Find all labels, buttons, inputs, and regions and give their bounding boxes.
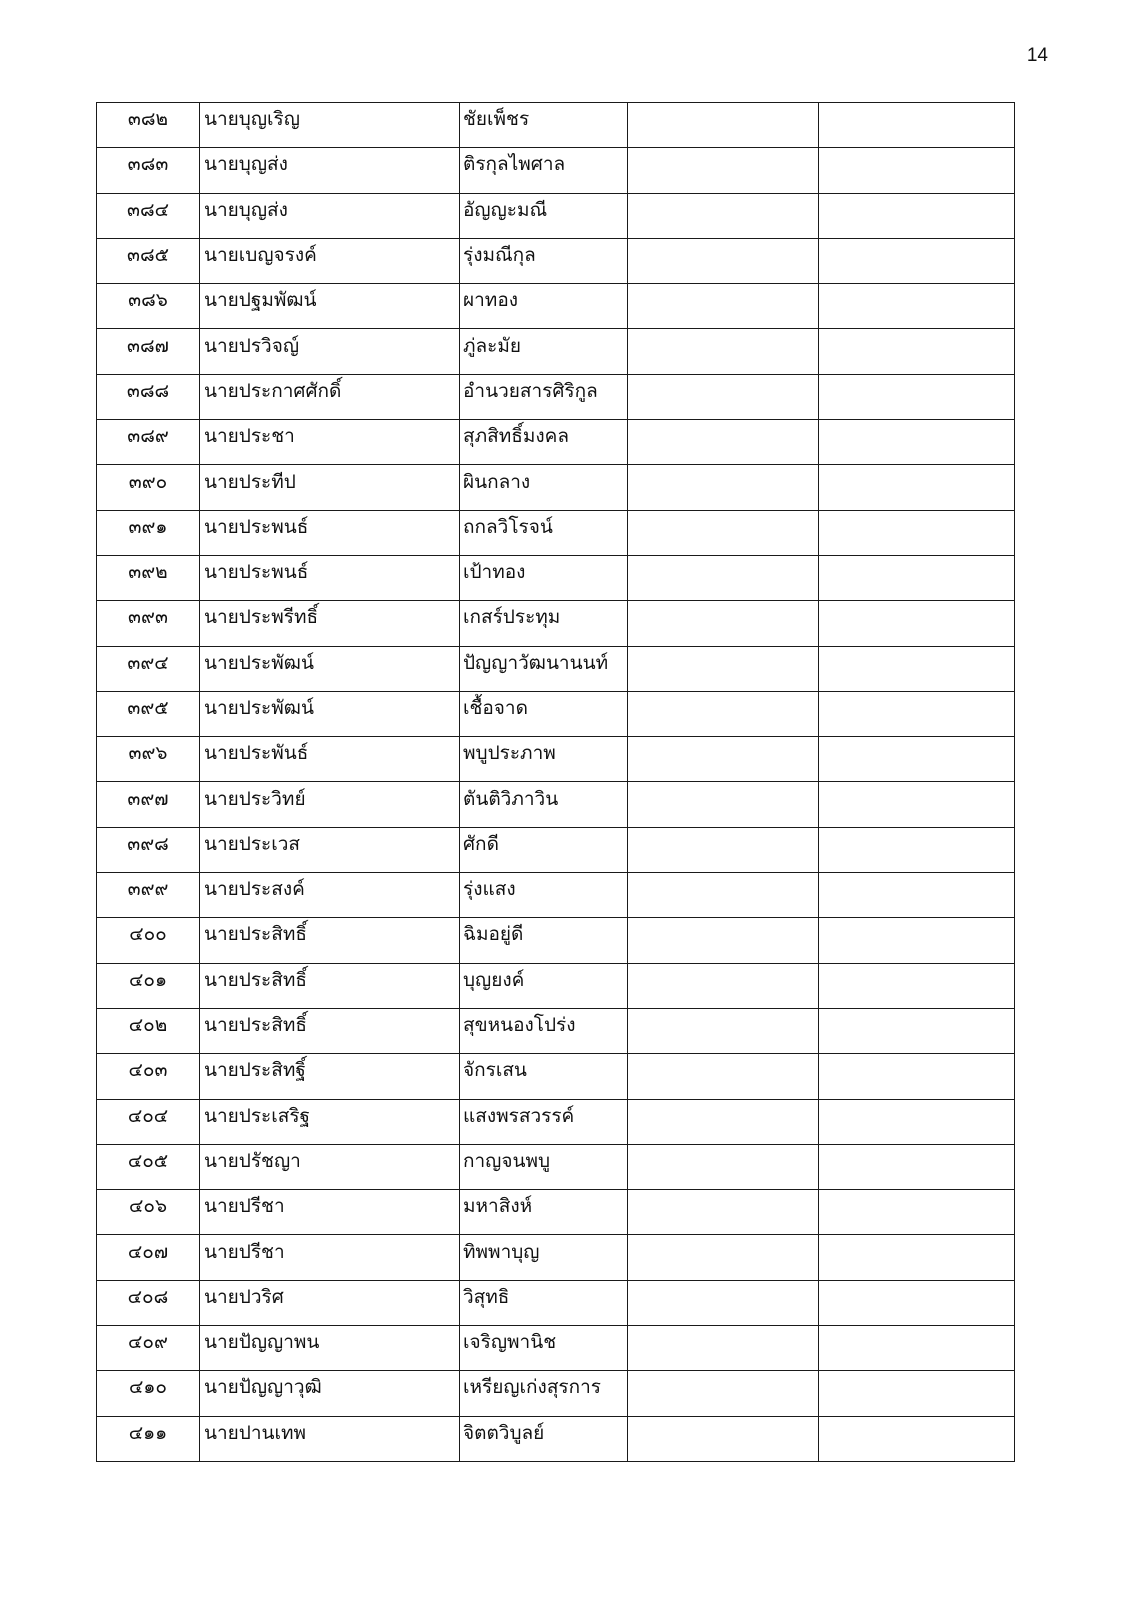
row-number-text: ๔๑๑ [128, 1421, 168, 1444]
row-number-cell [97, 103, 200, 148]
row-number-cell [97, 873, 200, 918]
first-name-text: นายประพนธ์ [204, 561, 309, 584]
first-name-text: นายปรวิจญ์ [204, 334, 300, 357]
table-row [97, 918, 1015, 963]
first-name-cell [200, 963, 460, 1008]
blank-cell-2 [819, 238, 1015, 283]
last-name-cell [460, 510, 628, 555]
blank-cell-1 [628, 1416, 819, 1461]
row-number-text: ๓๘๖ [128, 289, 168, 312]
last-name-text: สุขหนองโปร่ง [463, 1014, 576, 1037]
table-row [97, 1144, 1015, 1189]
first-name-cell [200, 1280, 460, 1325]
table-row [97, 329, 1015, 374]
last-name-cell [460, 374, 628, 419]
blank-cell-1 [628, 284, 819, 329]
last-name-cell [460, 963, 628, 1008]
first-name-cell [200, 827, 460, 872]
row-number-text: ๔๐๐ [129, 923, 167, 946]
blank-cell-1 [628, 782, 819, 827]
row-number-cell [97, 782, 200, 827]
row-number-cell [97, 1235, 200, 1280]
last-name-cell [460, 1054, 628, 1099]
last-name-text: ติรกุลไพศาล [463, 153, 566, 176]
row-number-text: ๓๘๔ [126, 198, 170, 221]
blank-cell-2 [819, 601, 1015, 646]
table-row [97, 465, 1015, 510]
first-name-text: นายประพันธ์ [204, 742, 309, 765]
first-name-cell [200, 103, 460, 148]
blank-cell-1 [628, 1326, 819, 1371]
blank-cell-1 [628, 555, 819, 600]
last-name-cell [460, 601, 628, 646]
table-row [97, 1054, 1015, 1099]
blank-cell-2 [819, 1371, 1015, 1416]
last-name-text: ถกลวิโรจน์ [463, 515, 553, 538]
last-name-cell [460, 1235, 628, 1280]
first-name-cell [200, 1054, 460, 1099]
first-name-cell [200, 193, 460, 238]
last-name-text: เกสร์ประทุม [463, 606, 561, 629]
last-name-text: แสงพรสวรรค์ [463, 1104, 575, 1127]
blank-cell-1 [628, 873, 819, 918]
first-name-text: นายประสิทธิ์ [204, 968, 307, 991]
row-number-cell [97, 510, 200, 555]
row-number-cell [97, 827, 200, 872]
first-name-text: นายประเสริฐ [204, 1104, 311, 1127]
last-name-cell [460, 691, 628, 736]
row-number-cell [97, 193, 200, 238]
table-row [97, 510, 1015, 555]
last-name-text: อัญญะมณี [463, 198, 548, 221]
last-name-text: มหาสิงห์ [463, 1195, 533, 1218]
blank-cell-1 [628, 148, 819, 193]
row-number-cell [97, 555, 200, 600]
blank-cell-2 [819, 873, 1015, 918]
first-name-text: นายประวิทย์ [204, 787, 306, 810]
row-number-cell [97, 284, 200, 329]
blank-cell-1 [628, 1144, 819, 1189]
blank-cell-2 [819, 827, 1015, 872]
blank-cell-1 [628, 1008, 819, 1053]
row-number-text: ๔๐๕ [127, 1149, 169, 1172]
blank-cell-1 [628, 1371, 819, 1416]
row-number-text: ๓๙๓ [128, 606, 168, 629]
row-number-cell [97, 1008, 200, 1053]
table-row [97, 238, 1015, 283]
row-number-text: ๔๐๙ [128, 1331, 168, 1354]
blank-cell-2 [819, 284, 1015, 329]
first-name-cell [200, 782, 460, 827]
last-name-text: ผาทอง [463, 289, 519, 312]
table-row [97, 601, 1015, 646]
first-name-cell [200, 555, 460, 600]
row-number-text: ๓๘๘ [126, 379, 170, 402]
blank-cell-2 [819, 148, 1015, 193]
row-number-text: ๓๙๘ [127, 832, 169, 855]
last-name-cell [460, 420, 628, 465]
table-row [97, 1190, 1015, 1235]
blank-cell-1 [628, 374, 819, 419]
last-name-cell [460, 1280, 628, 1325]
row-number-cell [97, 963, 200, 1008]
roster-body [97, 103, 1015, 1462]
table-row [97, 827, 1015, 872]
first-name-text: นายประพนธ์ [204, 515, 309, 538]
table-row [97, 1371, 1015, 1416]
last-name-text: วิสุทธิ [463, 1285, 510, 1308]
table-row [97, 1326, 1015, 1371]
row-number-text: ๓๙๕ [127, 697, 169, 719]
first-name-text: นายปัญญาวุฒิ [204, 1376, 322, 1399]
first-name-cell [200, 510, 460, 555]
last-name-cell [460, 555, 628, 600]
first-name-cell [200, 284, 460, 329]
blank-cell-2 [819, 1190, 1015, 1235]
blank-cell-2 [819, 1416, 1015, 1461]
blank-cell-1 [628, 510, 819, 555]
first-name-text: นายปรีชา [204, 1240, 285, 1263]
first-name-cell [200, 420, 460, 465]
blank-cell-2 [819, 646, 1015, 691]
page-number: 14 [1026, 45, 1048, 66]
blank-cell-1 [628, 465, 819, 510]
last-name-text: ปัญญาวัฒนานนท์ [463, 651, 609, 674]
first-name-text: นายประทีป [204, 470, 296, 493]
last-name-text: จักรเสน [463, 1059, 527, 1082]
row-number-text: ๓๘๒ [127, 108, 169, 131]
first-name-text: นายประชา [204, 425, 295, 448]
last-name-text: ทิพพาบุญ [463, 1240, 540, 1263]
blank-cell-1 [628, 601, 819, 646]
table-row [97, 782, 1015, 827]
table-row [97, 148, 1015, 193]
last-name-cell [460, 465, 628, 510]
blank-cell-2 [819, 963, 1015, 1008]
row-number-cell [97, 465, 200, 510]
last-name-cell [460, 782, 628, 827]
last-name-text: สุภสิทธิ์มงคล [463, 425, 569, 448]
last-name-text: เจริญพานิช [463, 1331, 557, 1354]
last-name-text: เป้าทอง [463, 561, 526, 584]
first-name-cell [200, 1190, 460, 1235]
name-roster-table [96, 102, 1015, 1462]
first-name-text: นายปัญญาพน [204, 1331, 320, 1354]
blank-cell-1 [628, 238, 819, 283]
first-name-text: นายปวริศ [204, 1285, 284, 1308]
blank-cell-2 [819, 1008, 1015, 1053]
blank-cell-2 [819, 374, 1015, 419]
last-name-text: ชัยเพ็ชร [463, 108, 530, 131]
table-row [97, 374, 1015, 419]
row-number-text: ๔๐๘ [127, 1285, 169, 1308]
row-number-text: ๓๙๖ [128, 742, 168, 765]
table-row [97, 873, 1015, 918]
row-number-cell [97, 646, 200, 691]
last-name-cell [460, 646, 628, 691]
last-name-cell [460, 873, 628, 918]
row-number-text: ๔๐๓ [128, 1059, 168, 1082]
last-name-cell [460, 1099, 628, 1144]
last-name-text: กาญจนพบู [463, 1149, 551, 1172]
row-number-text: ๔๐๖ [128, 1195, 168, 1218]
last-name-cell [460, 284, 628, 329]
table-row [97, 1416, 1015, 1461]
last-name-cell [460, 103, 628, 148]
blank-cell-2 [819, 691, 1015, 736]
first-name-cell [200, 1099, 460, 1144]
blank-cell-1 [628, 737, 819, 782]
blank-cell-2 [819, 1144, 1015, 1189]
blank-cell-2 [819, 465, 1015, 510]
blank-cell-2 [819, 1054, 1015, 1099]
first-name-text: นายบุญส่ง [204, 198, 288, 221]
table-row [97, 555, 1015, 600]
row-number-cell [97, 1054, 200, 1099]
first-name-cell [200, 1326, 460, 1371]
last-name-text: พบูประภาพ [463, 742, 556, 765]
blank-cell-1 [628, 646, 819, 691]
last-name-cell [460, 1144, 628, 1189]
first-name-text: นายประกาศศักดิ์ [204, 379, 342, 402]
blank-cell-2 [819, 103, 1015, 148]
first-name-cell [200, 737, 460, 782]
table-row [97, 737, 1015, 782]
first-name-text: นายประพรีทธิ์ [204, 606, 319, 629]
first-name-cell [200, 465, 460, 510]
table-row [97, 193, 1015, 238]
table-row [97, 1235, 1015, 1280]
blank-cell-2 [819, 1326, 1015, 1371]
first-name-cell [200, 873, 460, 918]
row-number-cell [97, 374, 200, 419]
first-name-text: นายประสิทธิ์ [204, 1014, 307, 1037]
first-name-cell [200, 1144, 460, 1189]
blank-cell-1 [628, 918, 819, 963]
table-row [97, 1099, 1015, 1144]
first-name-text: นายประเวส [204, 832, 301, 855]
last-name-text: บุญยงค์ [463, 968, 525, 991]
row-number-cell [97, 1326, 200, 1371]
last-name-cell [460, 148, 628, 193]
row-number-cell [97, 1416, 200, 1461]
blank-cell-2 [819, 420, 1015, 465]
blank-cell-2 [819, 737, 1015, 782]
blank-cell-2 [819, 782, 1015, 827]
first-name-cell [200, 601, 460, 646]
row-number-text: ๓๘๙ [127, 425, 169, 448]
row-number-text: ๔๐๑ [128, 968, 168, 991]
table-row [97, 284, 1015, 329]
last-name-text: ฉิมอยู่ดี [463, 923, 524, 946]
first-name-text: นายประสงค์ [204, 878, 305, 901]
row-number-cell [97, 1371, 200, 1416]
row-number-cell [97, 148, 200, 193]
row-number-text: ๓๘๕ [126, 244, 170, 267]
last-name-cell [460, 1190, 628, 1235]
blank-cell-1 [628, 329, 819, 374]
first-name-cell [200, 1008, 460, 1053]
first-name-cell [200, 1371, 460, 1416]
last-name-cell [460, 1008, 628, 1053]
row-number-text: ๓๘๓ [127, 153, 169, 176]
blank-cell-1 [628, 193, 819, 238]
blank-cell-1 [628, 963, 819, 1008]
first-name-cell [200, 329, 460, 374]
row-number-text: ๓๘๗ [127, 334, 169, 357]
last-name-text: ภู่ละมัย [463, 334, 522, 357]
first-name-text: นายบุญส่ง [204, 153, 288, 176]
blank-cell-1 [628, 1054, 819, 1099]
blank-cell-2 [819, 1235, 1015, 1280]
row-number-text: ๓๙๐ [128, 470, 168, 493]
first-name-cell [200, 1235, 460, 1280]
row-number-cell [97, 691, 200, 736]
last-name-cell [460, 918, 628, 963]
first-name-cell [200, 1416, 460, 1461]
blank-cell-1 [628, 420, 819, 465]
first-name-text: นายประพัฒน์ [204, 697, 314, 719]
row-number-text: ๓๙๗ [127, 787, 169, 810]
blank-cell-1 [628, 1235, 819, 1280]
first-name-text: นายปรัชญา [204, 1149, 301, 1172]
first-name-cell [200, 374, 460, 419]
row-number-cell [97, 918, 200, 963]
last-name-cell [460, 737, 628, 782]
blank-cell-2 [819, 1280, 1015, 1325]
last-name-text: อำนวยสารศิริกูล [463, 379, 598, 402]
row-number-cell [97, 1190, 200, 1235]
first-name-cell [200, 646, 460, 691]
blank-cell-1 [628, 1190, 819, 1235]
table-row [97, 103, 1015, 148]
row-number-text: ๔๐๔ [127, 1104, 169, 1127]
last-name-text: จิตตวิบูลย์ [463, 1421, 545, 1444]
last-name-cell [460, 1326, 628, 1371]
blank-cell-2 [819, 510, 1015, 555]
first-name-text: นายเบญจรงค์ [204, 244, 317, 267]
last-name-cell [460, 329, 628, 374]
first-name-text: นายปรีชา [204, 1195, 285, 1218]
last-name-cell [460, 827, 628, 872]
blank-cell-1 [628, 1280, 819, 1325]
row-number-text: ๔๑๐ [128, 1376, 168, 1399]
last-name-cell [460, 238, 628, 283]
blank-cell-2 [819, 329, 1015, 374]
first-name-cell [200, 918, 460, 963]
row-number-text: ๓๙๙ [127, 878, 169, 901]
row-number-cell [97, 1099, 200, 1144]
last-name-text: รุ่งมณีกุล [463, 244, 536, 267]
row-number-cell [97, 329, 200, 374]
last-name-text: ผินกลาง [463, 470, 531, 493]
first-name-text: นายปฐมพัฒน์ [204, 289, 317, 312]
row-number-cell [97, 1144, 200, 1189]
table-row [97, 1008, 1015, 1053]
last-name-text: ตันติวิภาวิน [463, 787, 559, 810]
last-name-text: ศักดี [463, 832, 499, 855]
row-number-cell [97, 420, 200, 465]
first-name-cell [200, 238, 460, 283]
blank-cell-1 [628, 691, 819, 736]
last-name-text: เชื้อจาด [463, 697, 528, 719]
table-row [97, 646, 1015, 691]
first-name-text: นายประพัฒน์ [204, 651, 314, 674]
blank-cell-1 [628, 103, 819, 148]
last-name-cell [460, 193, 628, 238]
last-name-cell [460, 1416, 628, 1461]
first-name-cell [200, 148, 460, 193]
blank-cell-1 [628, 827, 819, 872]
row-number-cell [97, 737, 200, 782]
first-name-cell [200, 691, 460, 736]
blank-cell-2 [819, 555, 1015, 600]
blank-cell-1 [628, 1099, 819, 1144]
table-row [97, 1280, 1015, 1325]
first-name-text: นายบุญเริญ [204, 108, 300, 131]
last-name-cell [460, 1371, 628, 1416]
table-row [97, 963, 1015, 1008]
row-number-text: ๓๙๒ [128, 561, 168, 584]
row-number-text: ๔๐๒ [128, 1014, 168, 1037]
row-number-text: ๔๐๗ [127, 1240, 169, 1263]
row-number-text: ๓๙๑ [128, 515, 168, 538]
row-number-cell [97, 601, 200, 646]
first-name-text: นายประสิทธิ์ [204, 923, 307, 946]
row-number-text: ๓๙๔ [127, 651, 169, 674]
row-number-cell [97, 238, 200, 283]
blank-cell-2 [819, 918, 1015, 963]
first-name-text: นายปานเทพ [204, 1421, 307, 1444]
table-row [97, 420, 1015, 465]
last-name-text: เหรียญเก่งสุรการ [463, 1376, 602, 1399]
blank-cell-2 [819, 1099, 1015, 1144]
last-name-text: รุ่งแสง [463, 878, 516, 901]
first-name-text: นายประสิทฐิ์ [204, 1059, 306, 1082]
blank-cell-2 [819, 193, 1015, 238]
row-number-cell [97, 1280, 200, 1325]
table-row [97, 691, 1015, 736]
